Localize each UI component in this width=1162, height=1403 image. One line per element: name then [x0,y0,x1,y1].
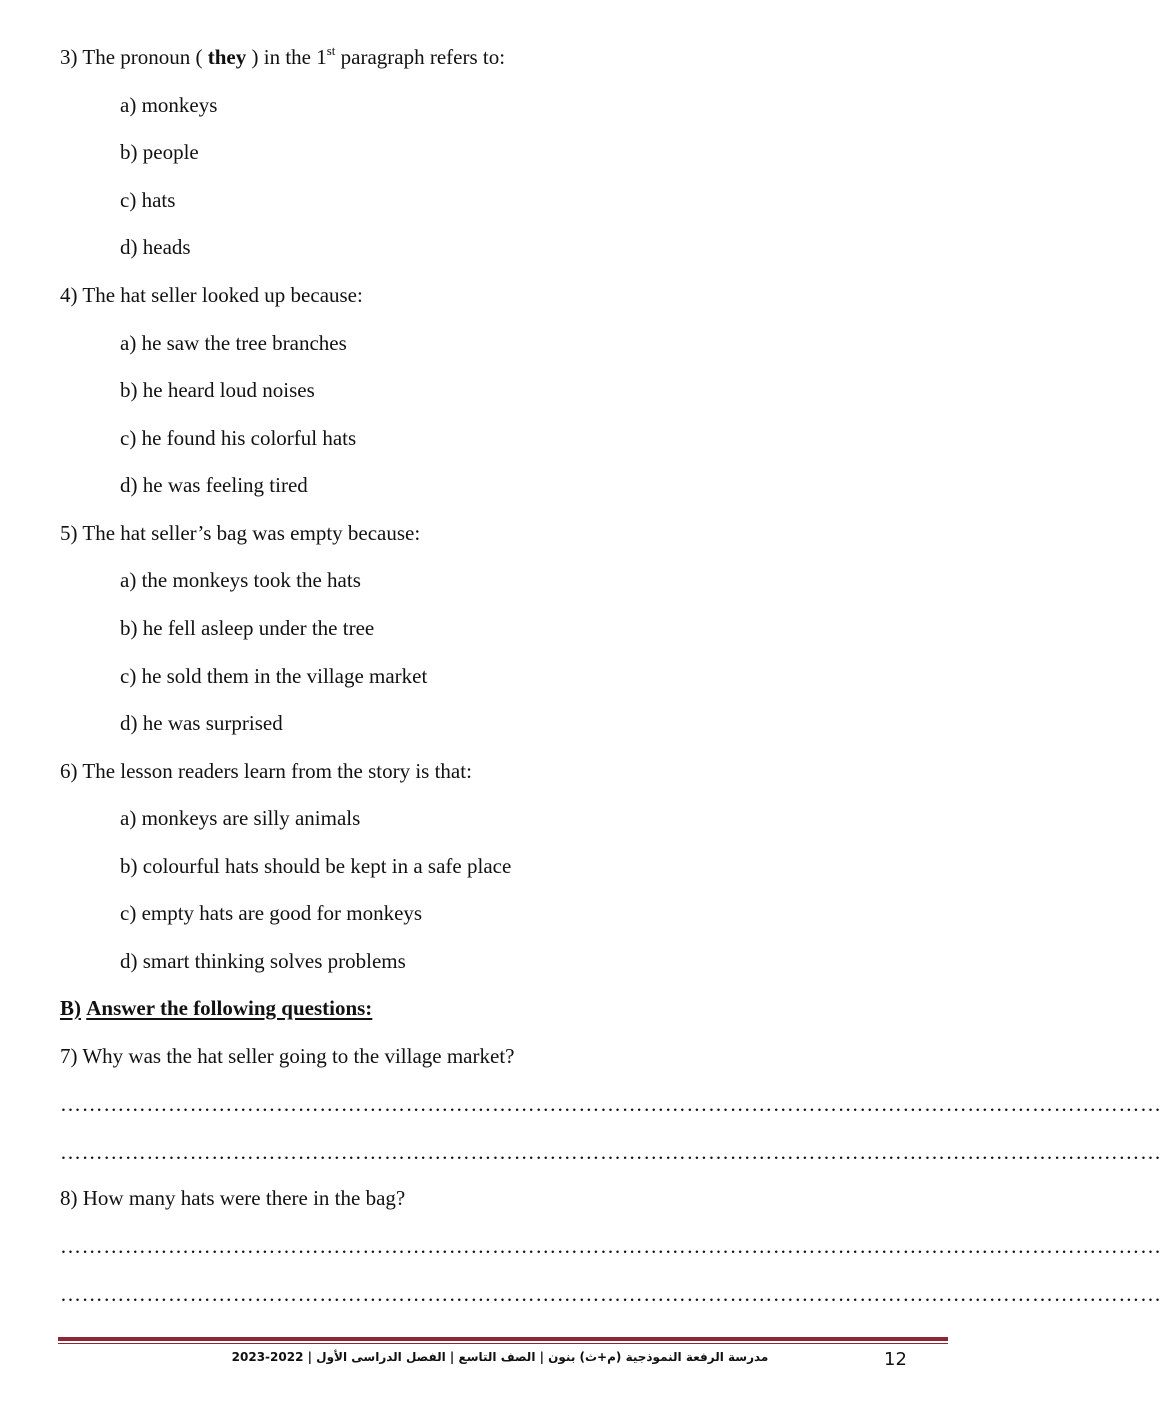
q3-option-c: c) hats [120,188,176,212]
q6-option-d: d) smart thinking solves problems [120,949,406,973]
q4-option-a: a) he saw the tree branches [120,331,347,355]
section-b-heading [60,998,372,1019]
q4-option-d: d) he was feeling tired [120,473,308,497]
question-6: 6) The lesson readers learn from the story is that: [60,759,472,783]
q5-option-d: d) he was surprised [120,711,283,735]
question-4: 4) The hat seller looked up because: [60,283,363,307]
q5-option-a: a) the monkeys took the hats [120,568,361,592]
footer-rule-thin [58,1343,948,1344]
q3-middle: ) in the 1 [246,45,327,69]
section-b-title: Answer the following questions: [86,996,373,1020]
question-8: 8) How many hats were there in the bag? [60,1186,406,1210]
question-5: 5) The hat seller’s bag was empty because: [60,521,421,545]
q6-option-b: b) colourful hats should be kept in a safe place [120,854,512,878]
q4-option-b: b) he heard loud noises [120,378,315,402]
q3-prefix: 3) The pronoun ( [60,45,208,69]
q3-option-b: b) people [120,140,199,164]
q7-answer-line-2[interactable]: ……………………………………………………………………………………………………………………………………… [60,1140,1162,1164]
q3-superscript: st [326,43,336,58]
q5-option-c: c) he sold them in the village market [120,664,428,688]
q3-suffix: paragraph refers to: [335,45,506,69]
question-3 [60,43,506,69]
footer-school-info: مدرسة الرفعة النموذجية (م+ث) بنون | الصف التاسع | الفصل الدراسى الأول | 2022-2023 [231,1350,769,1364]
q3-bold-word: they [207,45,247,69]
section-b-label: B) [60,996,81,1020]
q5-option-b: b) he fell asleep under the tree [120,616,375,640]
footer-rule-thick [58,1337,948,1341]
q3-option-a: a) monkeys [120,93,218,117]
q3-option-d: d) heads [120,235,191,259]
q6-option-a: a) monkeys are silly animals [120,806,361,830]
q8-answer-line-2[interactable]: ……………………………………………………………………………………………………………………………………… [60,1282,1162,1306]
q8-answer-line-1[interactable]: ……………………………………………………………………………………………………………………………………… [60,1234,1162,1258]
page-number: 12 [884,1349,907,1370]
q7-answer-line-1[interactable]: ……………………………………………………………………………………………………………………………………… [60,1092,1162,1116]
q6-option-c: c) empty hats are good for monkeys [120,901,423,925]
q4-option-c: c) he found his colorful hats [120,426,357,450]
question-7: 7) Why was the hat seller going to the village market? [60,1044,515,1068]
